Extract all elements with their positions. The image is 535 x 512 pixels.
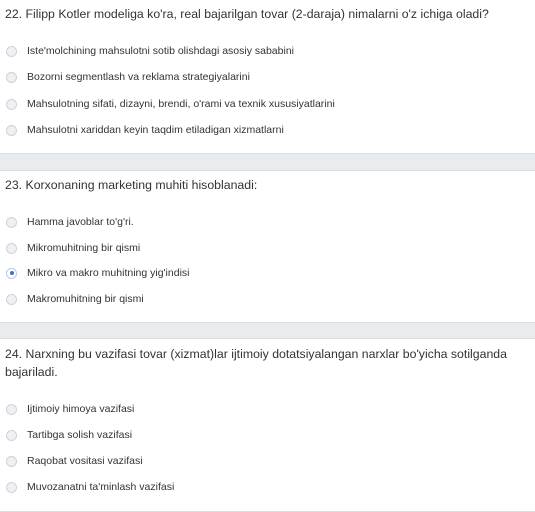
question-card-23 <box>0 170 535 323</box>
answer-label: Iste'molchining mahsulotni sotib olishdagi asosiy sababini <box>27 45 294 57</box>
answer-label: Ijtimoiy himoya vazifasi <box>27 403 135 415</box>
question-text: 24. Narxning bu vazifasi tovar (xizmat)lar ijtimoiy dotatsiyalangan narxlar bo'yicha sotilganda bajariladi. <box>5 347 507 379</box>
answer-label: Bozorni segmentlash va reklama strategiyalarini <box>27 71 250 83</box>
answer-option[interactable] <box>6 401 134 417</box>
radio-button[interactable] <box>6 99 17 110</box>
answer-option[interactable] <box>6 69 250 85</box>
answer-label: Makromuhitning bir qismi <box>27 293 144 305</box>
question-text: 22. Filipp Kotler modeliga ko'ra, real bajarilgan tovar (2-daraja) nimalarni o'z ichiga oladi? <box>5 7 489 21</box>
radio-button[interactable] <box>6 482 17 493</box>
radio-button[interactable] <box>6 125 17 136</box>
answer-option-selected[interactable] <box>6 265 189 281</box>
answer-option[interactable] <box>6 96 335 112</box>
answer-label: Raqobat vositasi vazifasi <box>27 455 143 467</box>
answer-option[interactable] <box>6 240 140 256</box>
question-text: 23. Korxonaning marketing muhiti hisoblanadi: <box>5 178 258 192</box>
answer-label: Mahsulotning sifati, dizayni, brendi, o'rami va texnik xususiyatlarini <box>27 98 335 110</box>
answer-option[interactable] <box>6 291 144 307</box>
radio-button[interactable] <box>6 72 17 83</box>
radio-button[interactable] <box>6 243 17 254</box>
answer-label: Tartibga solish vazifasi <box>27 429 133 441</box>
question-card-24 <box>0 338 535 512</box>
answer-option[interactable] <box>6 479 174 495</box>
radio-button[interactable] <box>6 404 17 415</box>
answer-option[interactable] <box>6 122 284 138</box>
radio-button[interactable] <box>6 456 17 467</box>
answer-label: Muvozanatni ta'minlash vazifasi <box>27 481 175 493</box>
answer-option[interactable] <box>6 453 143 469</box>
radio-button[interactable] <box>6 294 17 305</box>
answer-option[interactable] <box>6 43 294 59</box>
question-card-22 <box>0 0 535 154</box>
answer-option[interactable] <box>6 427 132 443</box>
radio-button[interactable] <box>6 430 17 441</box>
radio-button-checked[interactable] <box>6 268 17 279</box>
answer-label: Mikro va makro muhitning yig'indisi <box>27 267 190 279</box>
answer-label: Mahsulotni xariddan keyin taqdim etiladigan xizmatlarni <box>27 124 284 136</box>
radio-button[interactable] <box>6 46 17 57</box>
answer-label: Hamma javoblar to'g'ri. <box>27 216 134 228</box>
answer-label: Mikromuhitning bir qismi <box>27 242 141 254</box>
radio-button[interactable] <box>6 217 17 228</box>
answer-option[interactable] <box>6 214 134 230</box>
